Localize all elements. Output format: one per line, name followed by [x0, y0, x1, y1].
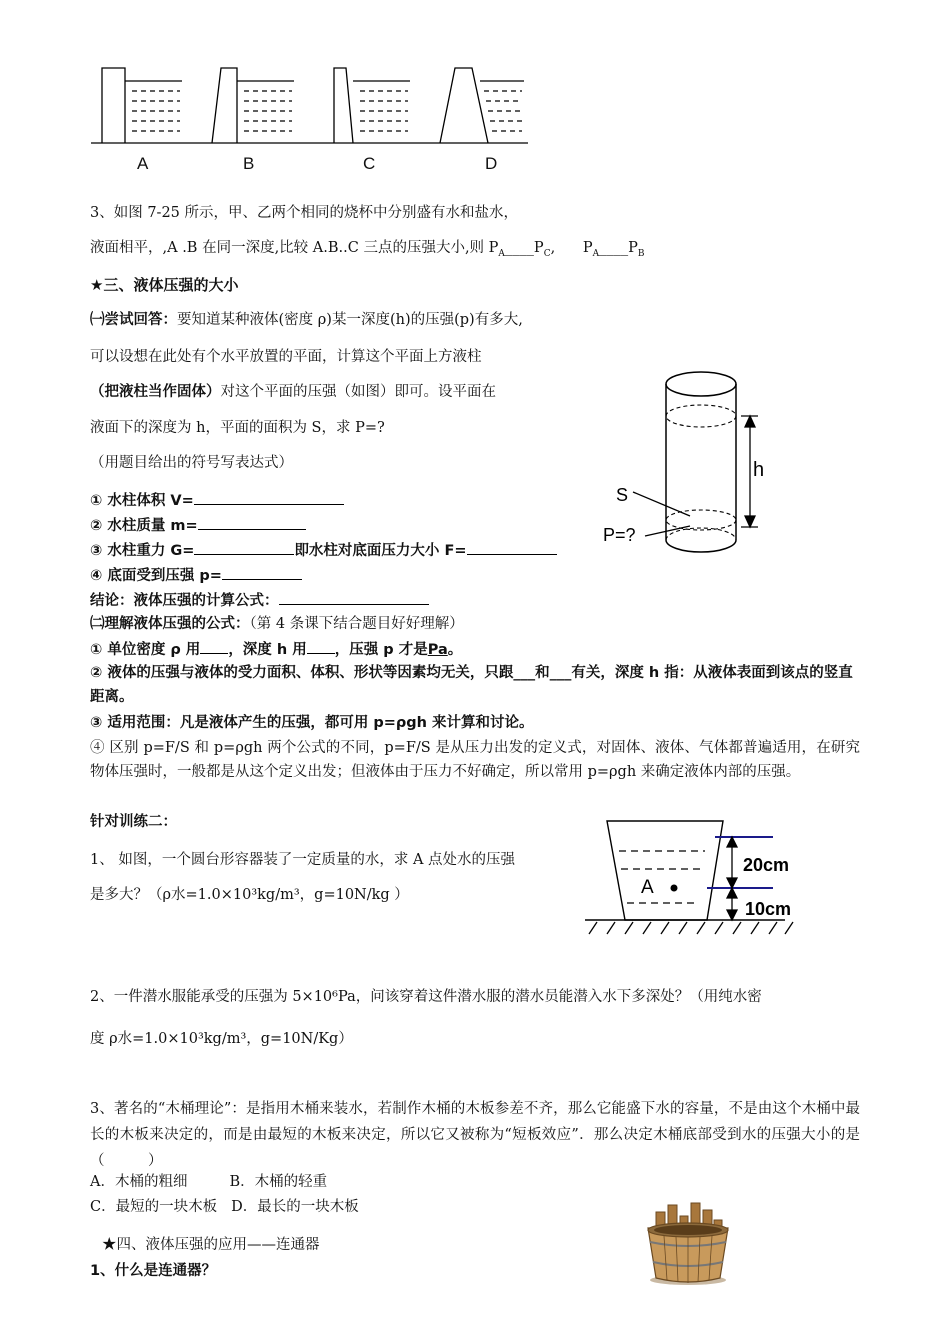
try-line5: （用题目给出的符号写表达式） [90, 455, 293, 471]
frustum-figure [585, 815, 810, 945]
frustum-point-label: A [641, 877, 654, 898]
step1: ① 水柱体积 V= [90, 490, 344, 511]
dam-label-d: D [485, 154, 498, 173]
t2-q3-options-ab [90, 1172, 327, 1192]
t2-q2-line2: 度 ρ水=1.0×10³kg/m³，g=10N/Kg） [90, 1031, 353, 1047]
t2-q3-options-cd [90, 1197, 359, 1217]
option-c[interactable]: C．最短的一块木板 [90, 1199, 218, 1215]
option-b[interactable]: B．木桶的轻重 [229, 1174, 328, 1190]
point1: ① 单位密度 ρ 用 ，深度 h 用 ，压强 p 才是Pa。 [90, 639, 462, 660]
try-line2: 可以设想在此处有个水平放置的平面，计算这个平面上方液柱 [90, 349, 482, 365]
understand-heading: ㈡理解液体压强的公式：（第 4 条课下结合题目好好理解） [90, 616, 464, 632]
try-line4: 液面下的深度为 h，平面的面积为 S，求 P=? [90, 420, 385, 436]
t2-q3-text: 3、著名的“木桶理论”：是指用木桶来装水，若制作木桶的木板参差不齐，那么它能盛下水的容量，不是由这个木桶中最长的木板来决定的，而是由最短的木板来决定，所以它又被称为“短板效应”．那么决定木桶底部受到水的压强大小的是（ ） [90, 1101, 860, 1169]
conclusion: 结论：液体压强的计算公式： [90, 590, 429, 611]
option-d[interactable]: D．最长的一块木板 [231, 1199, 359, 1215]
option-a[interactable]: A．木桶的粗细 [90, 1174, 188, 1190]
q3-line1: 3、如图 7-25 所示，甲、乙两个相同的烧杯中分别盛有水和盐水， [90, 205, 519, 221]
cylinder-h-label: h [753, 459, 765, 481]
dam-label-b: B [243, 154, 255, 173]
wooden-barrel-illustration [638, 1200, 738, 1286]
section4-title: ★四、液体压强的应用——连通器 [102, 1237, 320, 1253]
try-line3: （把液柱当作固体）对这个平面的压强（如图）即可。设平面在 [90, 384, 496, 400]
cylinder-p-label: P=? [603, 525, 636, 545]
cylinder-figure [600, 360, 790, 560]
dam-label-a: A [137, 154, 149, 173]
section4-q1: 1、什么是连通器？ [90, 1263, 217, 1279]
step2: ② 水柱质量 m= [90, 515, 306, 536]
point3: ③ 适用范围：凡是液体产生的压强，都可用 p=ρgh 来计算和讨论。 [90, 715, 534, 731]
dam-label-c: C [363, 154, 376, 173]
dam-figures [88, 60, 528, 180]
section3-title: ★三、液体压强的大小 [90, 276, 239, 294]
point4: ④ 区别 p=F/S 和 p=ρgh 两个公式的不同，p=F/S 是从压力出发的定义式，对固体、液体、气体都普遍适用，在研究物体压强时，一般都是从这个定义出发；但液体由于压力不好确定，所以常用 p=ρgh 来确定液体内部的压强。 [90, 740, 860, 780]
step3: ③ 水柱重力 G= 即水柱对底面压力大小 F= [90, 540, 557, 561]
t2-q2-line1: 2、一件潜水服能承受的压强为 5×10⁶Pa，问该穿着这件潜水服的潜水员能潜入水下多深处？（用纯水密 [90, 989, 762, 1005]
cylinder-s-label: S [616, 485, 629, 505]
frustum-depth2-label: 10cm [745, 899, 792, 919]
t2-q1-line1: 1、 如图，一个圆台形容器装了一定质量的水，求 A 点处水的压强 [90, 852, 516, 868]
frustum-depth1-label: 20cm [743, 855, 790, 875]
training2-title: 针对训练二： [90, 814, 177, 830]
try-answer-line: ㈠尝试回答：要知道某种液体(密度 ρ)某一深度(h)的压强(p)有多大, [90, 312, 523, 328]
step4: ④ 底面受到压强 p= [90, 565, 302, 586]
t2-q1-line2: 是多大？（ρ水=1.0×10³kg/m³，g=10N/kg ） [90, 887, 409, 903]
q3-line2: 液面相平，,A .B 在同一深度,比较 A.B..C 三点的压强大小,则 $P_A\_\_\_\_P_C$, $P_A\_\_\_\_P_B$ [90, 240, 645, 259]
point2: ② 液体的压强与液体的受力面积、体积、形状等因素均无关，只跟___和___有关，深度 h 指：从液体表面到该点的竖直距离。 [90, 665, 853, 705]
